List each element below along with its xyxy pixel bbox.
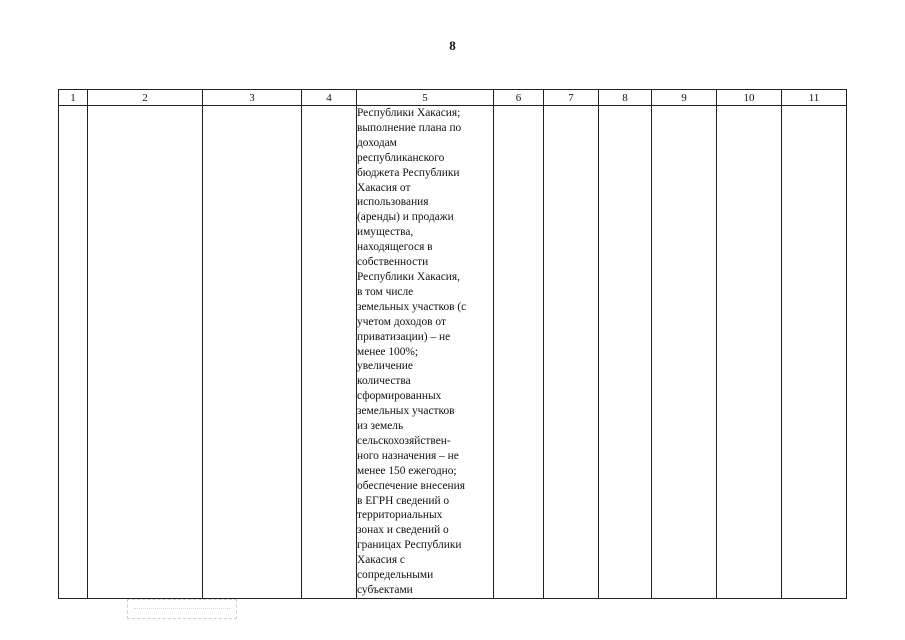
- column-header-1: 1: [59, 90, 88, 106]
- table-cell-col-6: [494, 106, 544, 599]
- cell-text-line: менее 100%;: [357, 345, 419, 358]
- cell-text-line: республиканского: [357, 151, 445, 164]
- cell-text-line: сформированных: [357, 390, 442, 403]
- column-header-11: 11: [782, 90, 847, 106]
- cell-text-line: доходам: [357, 136, 397, 149]
- cell-text-line: сопредельными: [357, 569, 434, 582]
- column-header-4: 4: [302, 90, 357, 106]
- cell-text-line: количества: [357, 375, 411, 388]
- cell-text-line: территориальных: [357, 509, 443, 522]
- cell-text-line: зонах и сведений о: [357, 524, 449, 537]
- table-cell-col-3: [203, 106, 302, 599]
- cell-text-line: приватизации) – не: [357, 330, 451, 343]
- faint-stamp-mark: [127, 599, 237, 619]
- column-header-7: 7: [544, 90, 599, 106]
- cell-text-line: находящегося в: [357, 241, 433, 254]
- table-cell-col-11: [782, 106, 847, 599]
- cell-text-line: (аренды) и продажи: [357, 211, 454, 224]
- cell-text-line: сельскохозяйствен-: [357, 434, 451, 447]
- cell-text-line: земельных участков (с: [357, 300, 467, 313]
- table-cell-col-7: [544, 106, 599, 599]
- cell-text-line: в ЕГРН сведений о: [357, 494, 450, 507]
- column-header-9: 9: [652, 90, 717, 106]
- cell-text-line: менее 150 ежегодно;: [357, 464, 457, 477]
- cell-text-line: Республики Хакасия,: [357, 270, 460, 283]
- page-number: 8: [449, 38, 456, 53]
- cell-text-line: Хакасия от: [357, 181, 411, 194]
- cell-text-line: в том числе: [357, 285, 414, 298]
- cell-text-line: собственности: [357, 256, 429, 269]
- cell-text-line: Республики Хакасия;: [357, 107, 461, 119]
- column-header-8: 8: [599, 90, 652, 106]
- table-row: [59, 106, 847, 599]
- table-cell-col-4: [302, 106, 357, 599]
- cell-text-line: субъектами: [357, 584, 413, 596]
- column-header-2: 2: [88, 90, 203, 106]
- cell-text-line: ного назначения – не: [357, 449, 459, 462]
- document-table: [58, 89, 847, 599]
- table-cell-col-1: [59, 106, 88, 599]
- header-row: [59, 90, 847, 106]
- cell-text-line: учетом доходов от: [357, 315, 446, 328]
- cell-text-line: использования: [357, 196, 429, 209]
- table-cell-col-8: [599, 106, 652, 599]
- table-cell-col-9: [652, 106, 717, 599]
- column-header-3: 3: [203, 90, 302, 106]
- cell-text-line: выполнение плана по: [357, 121, 462, 134]
- column-header-5: 5: [357, 90, 494, 106]
- cell-text-line: Хакасия с: [357, 554, 405, 567]
- cell-text-line: имущества,: [357, 226, 414, 239]
- cell-text-line: границах Республики: [357, 539, 462, 552]
- cell-text-line: обеспечение внесения: [357, 479, 465, 492]
- cell-text-line: земельных участков: [357, 405, 455, 418]
- cell-text-line: увеличение: [357, 360, 413, 373]
- column-header-6: 6: [494, 90, 544, 106]
- cell-text-line: бюджета Республики: [357, 166, 460, 179]
- table-cell-col-5: [357, 106, 494, 599]
- cell-text-line: из земель: [357, 420, 404, 433]
- column-header-10: 10: [717, 90, 782, 106]
- table-cell-col-2: [88, 106, 203, 599]
- table-cell-col-10: [717, 106, 782, 599]
